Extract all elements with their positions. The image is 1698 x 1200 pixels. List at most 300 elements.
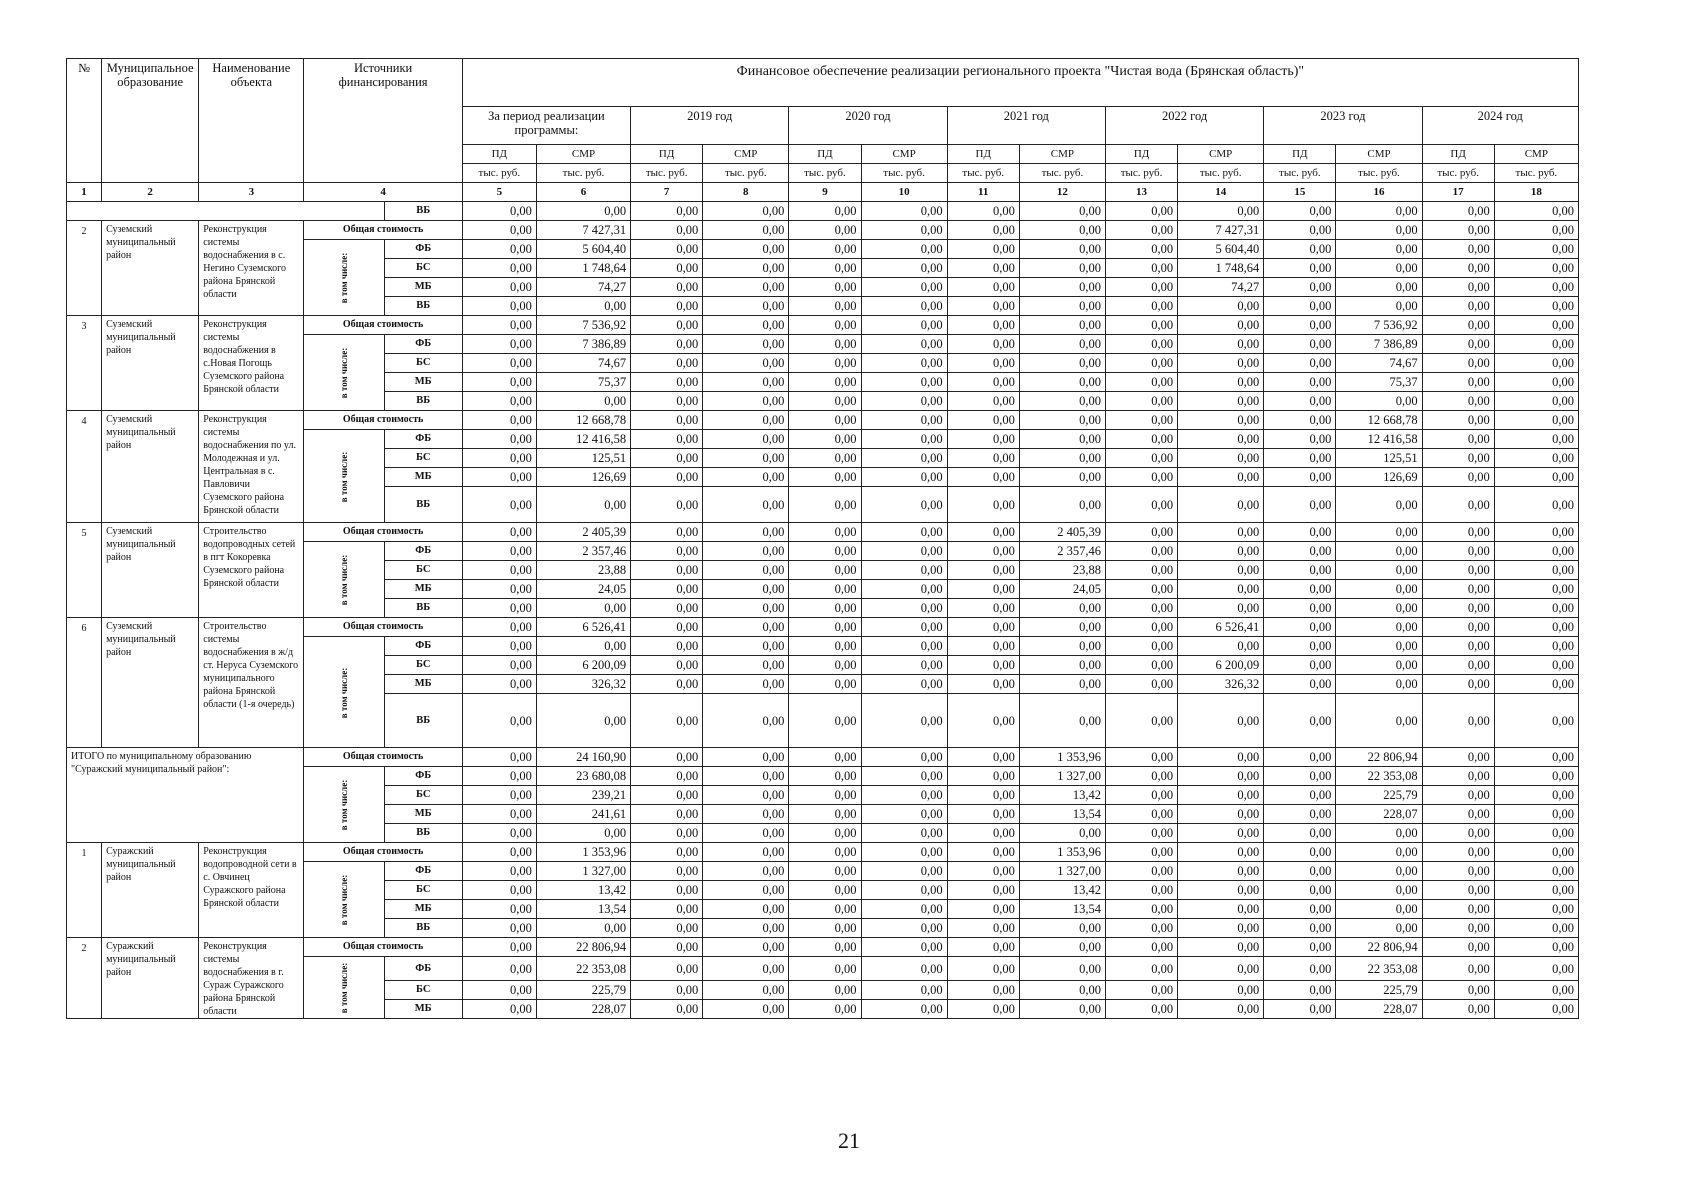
row-number: 4 [67, 411, 102, 523]
value-cell: 0,00 [703, 938, 789, 957]
value-cell: 0,00 [1019, 656, 1105, 675]
value-cell: 0,00 [1494, 694, 1578, 748]
value-cell: 0,00 [861, 1000, 947, 1019]
value-cell: 0,00 [947, 981, 1019, 1000]
value-cell: 0,00 [631, 240, 703, 259]
source-label: ФБ [384, 430, 462, 449]
source-label: БС [384, 881, 462, 900]
column-number: 12 [1019, 183, 1105, 202]
value-cell: 0,00 [861, 748, 947, 767]
value-cell: 0,00 [631, 805, 703, 824]
value-cell: 0,00 [703, 957, 789, 981]
value-cell: 0,00 [462, 373, 536, 392]
header-unit: тыс. руб. [1264, 164, 1336, 183]
source-label: БС [384, 449, 462, 468]
value-cell: 0,00 [1264, 824, 1336, 843]
value-cell: 0,00 [861, 862, 947, 881]
value-cell: 23,88 [1019, 561, 1105, 580]
value-cell: 0,00 [1422, 748, 1494, 767]
value-cell: 0,00 [1178, 919, 1264, 938]
value-cell: 0,00 [1178, 599, 1264, 618]
value-cell: 0,00 [1494, 938, 1578, 957]
value-cell: 0,00 [703, 675, 789, 694]
value-cell: 0,00 [947, 748, 1019, 767]
value-cell: 0,00 [703, 824, 789, 843]
value-cell: 0,00 [1494, 981, 1578, 1000]
value-cell: 0,00 [1494, 392, 1578, 411]
value-cell: 0,00 [703, 259, 789, 278]
source-label: БС [384, 981, 462, 1000]
value-cell: 0,00 [631, 316, 703, 335]
value-cell: 0,00 [1422, 786, 1494, 805]
value-cell: 23 680,08 [536, 767, 630, 786]
value-cell: 6 200,09 [536, 656, 630, 675]
value-cell: 0,00 [1494, 487, 1578, 523]
value-cell: 0,00 [1019, 297, 1105, 316]
value-cell: 0,00 [789, 468, 861, 487]
value-cell: 0,00 [1019, 259, 1105, 278]
value-cell: 0,00 [462, 449, 536, 468]
object-name: Реконструкция водопроводной сети в с. Овчинец Суражского района Брянской области [199, 843, 304, 938]
source-label: ВБ [384, 297, 462, 316]
header-unit: тыс. руб. [1336, 164, 1422, 183]
value-cell: 13,54 [1019, 900, 1105, 919]
value-cell: 0,00 [861, 354, 947, 373]
value-cell: 0,00 [789, 580, 861, 599]
including-label [304, 957, 384, 1019]
table-body [67, 59, 1579, 1019]
value-cell: 1 327,00 [1019, 862, 1105, 881]
value-cell: 0,00 [1422, 824, 1494, 843]
value-cell: 0,00 [947, 824, 1019, 843]
value-cell: 0,00 [631, 392, 703, 411]
value-cell: 0,00 [1336, 240, 1422, 259]
value-cell: 0,00 [789, 523, 861, 542]
header-row-column-numbers [67, 183, 1579, 202]
value-cell: 0,00 [1264, 411, 1336, 430]
municipality-name: Суземский муниципальный район [102, 523, 199, 618]
value-cell: 0,00 [861, 561, 947, 580]
value-cell: 74,67 [1336, 354, 1422, 373]
value-cell: 0,00 [947, 259, 1019, 278]
value-cell: 0,00 [861, 523, 947, 542]
value-cell: 0,00 [703, 694, 789, 748]
value-cell: 0,00 [462, 240, 536, 259]
value-cell: 0,00 [703, 637, 789, 656]
header-unit: тыс. руб. [631, 164, 703, 183]
value-cell: 0,00 [861, 297, 947, 316]
value-cell: 0,00 [536, 392, 630, 411]
value-cell: 0,00 [947, 411, 1019, 430]
value-cell: 0,00 [631, 919, 703, 938]
value-cell: 0,00 [1422, 278, 1494, 297]
table-row [67, 748, 1579, 767]
value-cell: 7 386,89 [1336, 335, 1422, 354]
value-cell: 0,00 [1178, 392, 1264, 411]
including-label [304, 335, 384, 411]
value-cell: 0,00 [861, 881, 947, 900]
value-cell: 0,00 [462, 748, 536, 767]
value-cell: 0,00 [789, 373, 861, 392]
value-cell: 0,00 [947, 561, 1019, 580]
value-cell: 0,00 [462, 786, 536, 805]
value-cell: 0,00 [947, 354, 1019, 373]
header-unit: тыс. руб. [1178, 164, 1264, 183]
value-cell: 13,42 [1019, 881, 1105, 900]
header-municipality: Муниципальное образование [102, 59, 199, 183]
value-cell: 0,00 [1264, 786, 1336, 805]
value-cell: 0,00 [1264, 354, 1336, 373]
object-name: Строительство водопроводных сетей в пгт Кокоревка Суземского района Брянской области [199, 523, 304, 618]
value-cell: 0,00 [1336, 599, 1422, 618]
source-label: БС [384, 561, 462, 580]
value-cell: 0,00 [1264, 580, 1336, 599]
value-cell: 0,00 [1019, 278, 1105, 297]
value-cell: 0,00 [947, 957, 1019, 981]
header-smr: СМР [1019, 145, 1105, 164]
value-cell: 0,00 [1105, 468, 1177, 487]
value-cell: 0,00 [703, 278, 789, 297]
value-cell: 0,00 [631, 449, 703, 468]
value-cell: 228,07 [1336, 805, 1422, 824]
value-cell: 24,05 [536, 580, 630, 599]
value-cell: 0,00 [462, 694, 536, 748]
value-cell: 0,00 [1019, 468, 1105, 487]
value-cell: 22 353,08 [536, 957, 630, 981]
total-cost-label: Общая стоимость [304, 938, 462, 957]
value-cell: 0,00 [1105, 561, 1177, 580]
value-cell: 228,07 [1336, 1000, 1422, 1019]
value-cell: 0,00 [703, 805, 789, 824]
value-cell: 0,00 [1019, 981, 1105, 1000]
value-cell: 0,00 [861, 843, 947, 862]
value-cell: 0,00 [703, 561, 789, 580]
including-label [304, 542, 384, 618]
value-cell: 0,00 [1019, 449, 1105, 468]
value-cell: 0,00 [789, 561, 861, 580]
source-label: ВБ [384, 824, 462, 843]
column-number: 8 [703, 183, 789, 202]
value-cell: 0,00 [1264, 881, 1336, 900]
value-cell: 0,00 [1264, 523, 1336, 542]
header-object: Наименование объекта [199, 59, 304, 183]
value-cell: 239,21 [536, 786, 630, 805]
value-cell: 0,00 [789, 240, 861, 259]
value-cell: 0,00 [631, 580, 703, 599]
value-cell: 0,00 [1105, 862, 1177, 881]
value-cell: 0,00 [789, 862, 861, 881]
total-cost-label: Общая стоимость [304, 221, 462, 240]
value-cell: 0,00 [789, 316, 861, 335]
value-cell: 0,00 [1178, 202, 1264, 221]
value-cell: 0,00 [1105, 656, 1177, 675]
value-cell: 0,00 [1178, 580, 1264, 599]
header-pd: ПД [1105, 145, 1177, 164]
row-number: 2 [67, 221, 102, 316]
source-label: ФБ [384, 542, 462, 561]
value-cell: 0,00 [631, 297, 703, 316]
value-cell: 0,00 [1264, 561, 1336, 580]
value-cell: 225,79 [536, 981, 630, 1000]
value-cell: 0,00 [1422, 919, 1494, 938]
value-cell: 0,00 [462, 335, 536, 354]
source-label: МБ [384, 580, 462, 599]
source-label: МБ [384, 1000, 462, 1019]
value-cell: 0,00 [703, 335, 789, 354]
value-cell: 0,00 [703, 542, 789, 561]
value-cell: 0,00 [1178, 523, 1264, 542]
value-cell: 0,00 [1336, 656, 1422, 675]
value-cell: 0,00 [1178, 354, 1264, 373]
value-cell: 0,00 [861, 411, 947, 430]
value-cell: 0,00 [536, 202, 630, 221]
value-cell: 0,00 [1178, 297, 1264, 316]
value-cell: 0,00 [1264, 862, 1336, 881]
value-cell: 0,00 [789, 335, 861, 354]
value-cell: 0,00 [703, 748, 789, 767]
value-cell: 0,00 [1422, 580, 1494, 599]
source-label: ФБ [384, 862, 462, 881]
value-cell: 0,00 [1178, 881, 1264, 900]
value-cell: 0,00 [1336, 881, 1422, 900]
value-cell: 0,00 [462, 561, 536, 580]
value-cell: 0,00 [1105, 580, 1177, 599]
value-cell: 0,00 [1336, 202, 1422, 221]
value-cell: 0,00 [1422, 542, 1494, 561]
value-cell: 0,00 [1105, 881, 1177, 900]
value-cell: 0,00 [947, 373, 1019, 392]
value-cell: 0,00 [1422, 449, 1494, 468]
value-cell: 0,00 [1494, 561, 1578, 580]
value-cell: 0,00 [1264, 957, 1336, 981]
value-cell: 12 668,78 [536, 411, 630, 430]
source-label: ВБ [384, 599, 462, 618]
value-cell: 0,00 [462, 411, 536, 430]
value-cell: 0,00 [1178, 430, 1264, 449]
value-cell: 0,00 [861, 580, 947, 599]
header-unit: тыс. руб. [1019, 164, 1105, 183]
table-row [67, 843, 1579, 862]
value-cell: 0,00 [947, 862, 1019, 881]
value-cell: 0,00 [1494, 843, 1578, 862]
value-cell: 0,00 [462, 430, 536, 449]
value-cell: 13,42 [536, 881, 630, 900]
value-cell: 1 748,64 [536, 259, 630, 278]
value-cell: 0,00 [1019, 411, 1105, 430]
value-cell: 0,00 [947, 843, 1019, 862]
value-cell: 75,37 [1336, 373, 1422, 392]
value-cell: 0,00 [1178, 335, 1264, 354]
value-cell: 0,00 [462, 938, 536, 957]
value-cell: 5 604,40 [1178, 240, 1264, 259]
value-cell: 0,00 [1264, 335, 1336, 354]
value-cell: 0,00 [789, 748, 861, 767]
value-cell: 126,69 [1336, 468, 1422, 487]
source-label: БС [384, 656, 462, 675]
value-cell: 0,00 [789, 430, 861, 449]
source-label: МБ [384, 900, 462, 919]
value-cell: 0,00 [1422, 373, 1494, 392]
value-cell: 0,00 [462, 468, 536, 487]
value-cell: 0,00 [1019, 487, 1105, 523]
object-name: Строительство системы водоснабжения в ж/д ст. Неруса Суземского муниципального района Брянской области (1-я очередь) [199, 618, 304, 748]
including-label [304, 240, 384, 316]
value-cell: 0,00 [1422, 618, 1494, 637]
value-cell: 0,00 [861, 675, 947, 694]
value-cell: 22 353,08 [1336, 767, 1422, 786]
value-cell: 0,00 [947, 202, 1019, 221]
value-cell: 0,00 [1494, 618, 1578, 637]
value-cell: 0,00 [861, 392, 947, 411]
column-number: 15 [1264, 183, 1336, 202]
value-cell: 0,00 [1264, 694, 1336, 748]
header-unit: тыс. руб. [789, 164, 861, 183]
header-unit: тыс. руб. [947, 164, 1019, 183]
value-cell: 0,00 [1019, 316, 1105, 335]
source-label: ФБ [384, 335, 462, 354]
value-cell: 326,32 [536, 675, 630, 694]
column-number: 16 [1336, 183, 1422, 202]
value-cell: 0,00 [1494, 881, 1578, 900]
including-label [304, 637, 384, 748]
value-cell: 0,00 [1264, 637, 1336, 656]
value-cell: 0,00 [947, 523, 1019, 542]
header-pd: ПД [947, 145, 1019, 164]
header-year: 2019 год [631, 107, 789, 145]
value-cell: 0,00 [536, 919, 630, 938]
municipality-name: Суземский муниципальный район [102, 618, 199, 748]
value-cell: 0,00 [1336, 297, 1422, 316]
value-cell: 0,00 [631, 767, 703, 786]
value-cell: 0,00 [703, 981, 789, 1000]
value-cell: 0,00 [536, 297, 630, 316]
value-cell: 0,00 [1336, 278, 1422, 297]
value-cell: 0,00 [703, 862, 789, 881]
value-cell: 0,00 [1105, 824, 1177, 843]
value-cell: 0,00 [1019, 240, 1105, 259]
value-cell: 0,00 [789, 411, 861, 430]
value-cell: 0,00 [861, 938, 947, 957]
value-cell: 0,00 [1178, 1000, 1264, 1019]
value-cell: 22 806,94 [1336, 938, 1422, 957]
value-cell: 0,00 [703, 411, 789, 430]
value-cell: 0,00 [1019, 637, 1105, 656]
value-cell: 7 536,92 [1336, 316, 1422, 335]
header-unit: тыс. руб. [536, 164, 630, 183]
header-year: 2023 год [1264, 107, 1422, 145]
value-cell: 0,00 [789, 900, 861, 919]
value-cell: 0,00 [789, 637, 861, 656]
value-cell: 0,00 [1019, 373, 1105, 392]
header-sources: Источники финансирования [304, 59, 462, 183]
value-cell: 0,00 [789, 618, 861, 637]
value-cell: 0,00 [1019, 675, 1105, 694]
value-cell: 0,00 [1422, 430, 1494, 449]
value-cell: 0,00 [1019, 202, 1105, 221]
value-cell: 1 353,96 [1019, 843, 1105, 862]
value-cell: 0,00 [947, 637, 1019, 656]
value-cell: 0,00 [631, 748, 703, 767]
value-cell: 0,00 [703, 297, 789, 316]
value-cell: 0,00 [631, 637, 703, 656]
value-cell: 0,00 [1336, 862, 1422, 881]
value-cell: 0,00 [1494, 599, 1578, 618]
object-name: Реконструкция системы водоснабжения в г. Сураж Суражского района Брянской области [199, 938, 304, 1019]
value-cell: 0,00 [703, 618, 789, 637]
value-cell: 0,00 [631, 542, 703, 561]
source-label: ВБ [384, 487, 462, 523]
value-cell: 0,00 [1494, 542, 1578, 561]
value-cell: 0,00 [1494, 786, 1578, 805]
value-cell: 74,27 [536, 278, 630, 297]
value-cell: 0,00 [1105, 938, 1177, 957]
total-cost-label: Общая стоимость [304, 411, 462, 430]
value-cell: 0,00 [947, 335, 1019, 354]
value-cell: 0,00 [861, 599, 947, 618]
column-number: 3 [199, 183, 304, 202]
value-cell: 0,00 [703, 202, 789, 221]
value-cell: 0,00 [1105, 618, 1177, 637]
value-cell: 0,00 [947, 881, 1019, 900]
value-cell: 6 200,09 [1178, 656, 1264, 675]
value-cell: 0,00 [947, 542, 1019, 561]
column-number: 9 [789, 183, 861, 202]
including-text: в том числе: [339, 554, 350, 606]
itog-label: ИТОГО по муниципальному образованию "Суражский муниципальный район": [67, 748, 304, 843]
header-smr: СМР [861, 145, 947, 164]
value-cell: 0,00 [1422, 240, 1494, 259]
value-cell: 0,00 [861, 259, 947, 278]
value-cell: 0,00 [861, 805, 947, 824]
value-cell: 0,00 [1105, 786, 1177, 805]
value-cell: 0,00 [462, 900, 536, 919]
value-cell: 0,00 [947, 900, 1019, 919]
value-cell: 0,00 [1264, 373, 1336, 392]
header-pd: ПД [1264, 145, 1336, 164]
value-cell: 0,00 [1422, 316, 1494, 335]
value-cell: 0,00 [703, 599, 789, 618]
value-cell: 0,00 [1494, 411, 1578, 430]
value-cell: 0,00 [1178, 786, 1264, 805]
header-year: 2022 год [1105, 107, 1263, 145]
value-cell: 0,00 [703, 468, 789, 487]
value-cell: 0,00 [1336, 694, 1422, 748]
value-cell: 0,00 [947, 599, 1019, 618]
value-cell: 0,00 [1105, 430, 1177, 449]
value-cell: 0,00 [789, 881, 861, 900]
value-cell: 24,05 [1019, 580, 1105, 599]
value-cell: 0,00 [703, 487, 789, 523]
row-number: 2 [67, 938, 102, 1019]
value-cell: 0,00 [1178, 542, 1264, 561]
value-cell: 0,00 [1494, 919, 1578, 938]
header-unit: тыс. руб. [703, 164, 789, 183]
source-label: ВБ [384, 202, 462, 221]
including-label [304, 862, 384, 938]
value-cell: 0,00 [1422, 259, 1494, 278]
value-cell: 12 668,78 [1336, 411, 1422, 430]
total-cost-label: Общая стоимость [304, 618, 462, 637]
value-cell: 2 357,46 [1019, 542, 1105, 561]
value-cell: 0,00 [1422, 843, 1494, 862]
value-cell: 0,00 [462, 656, 536, 675]
value-cell: 0,00 [1105, 981, 1177, 1000]
source-label: МБ [384, 805, 462, 824]
value-cell: 0,00 [462, 981, 536, 1000]
value-cell: 0,00 [861, 373, 947, 392]
value-cell: 0,00 [462, 221, 536, 240]
value-cell: 0,00 [631, 354, 703, 373]
